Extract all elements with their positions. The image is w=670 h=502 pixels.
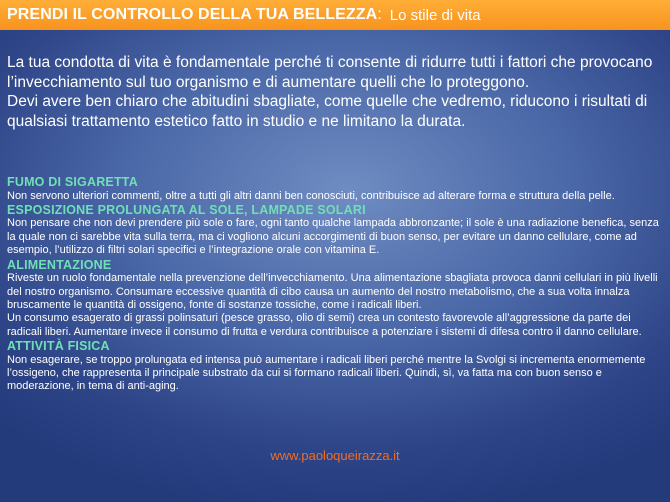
section-heading: ATTIVITÀ FISICA — [7, 339, 110, 354]
title-bar — [0, 0, 670, 30]
section-smoking — [7, 175, 663, 203]
footer-website-link[interactable]: www.paoloqueirazza.it — [270, 448, 400, 463]
section-text: Non servono ulteriori commenti, oltre a tutti gli altri danni ben conosciuti, contribuisce ad alterare forma e struttura della pelle. — [7, 189, 615, 202]
section-heading: ESPOSIZIONE PROLUNGATA AL SOLE, LAMPADE SOLARI — [7, 202, 366, 217]
section-sun-exposure — [7, 203, 663, 258]
section-nutrition — [7, 258, 663, 340]
sections — [7, 175, 663, 394]
section-heading: ALIMENTAZIONE — [7, 257, 112, 272]
section-heading: FUMO DI SIGARETTA — [7, 175, 138, 189]
title-separator: : — [377, 6, 382, 23]
page-subtitle: Lo stile di vita — [389, 6, 481, 24]
intro-text — [7, 53, 657, 131]
page-title: PRENDI IL CONTROLLO DELLA TUA BELLEZZA — [7, 6, 378, 23]
section-text: Non esagerare, se troppo prolungata ed intensa può aumentare i radicali liberi perché mentre la Svolgi si incrementa enormemente l’ossigeno, che rappresenta il principale substrato da cui si formano radicali liberi. Quindi, sì, va fatta ma con buon senso e moderazione, in tema di anti-aging. — [7, 353, 646, 393]
intro-paragraph-1: La tua condotta di vita è fondamentale perché ti consente di ridurre tutti i fattori che provocano l’invecchiamento sul tuo organismo e di aumentare quelli che lo proteggono. — [7, 54, 653, 91]
intro-paragraph-2: Devi avere ben chiaro che abitudini sbagliate, come quelle che vedremo, riducono i risultati di qualsiasi trattamento estetico fatto in studio e ne limitano la durata. — [7, 93, 648, 130]
section-text: Riveste un ruolo fondamentale nella prevenzione dell’invecchiamento. Una alimentazione sbagliata provoca danni cellulari in più livelli del nostro organismo. Consumare eccessive quantità di cibo causa un aumento del nostro metabolismo, che a sua volta innalza bruscamente le quantità di ossigeno, fonte di sostanze tossiche, come i radicali liberi. Un consumo esagerato di grassi polinsaturi (pesce grasso, olio di semi) crea un contesto favorevole all’aggressione da parte dei radicali liberi. Aumentare invece il consumo di frutta e verdura contribuisce a potenziare i sistemi di difesa contro il danno cellulare. — [7, 272, 658, 338]
section-physical-activity — [7, 339, 663, 394]
section-text: Non pensare che non devi prendere più sole o fare, ogni tanto qualche lampada abbronzante; il sole è una radiazione benefica, senza la quale non ci sarebbe vita sulla terra, ma ci vogliono alcuni accorgimenti di buon senso, per evitare un danno cellulare, come ad esempio, l’utilizzo di filtri solari specifici e l’integrazione orale con vitamina E. — [7, 217, 659, 257]
